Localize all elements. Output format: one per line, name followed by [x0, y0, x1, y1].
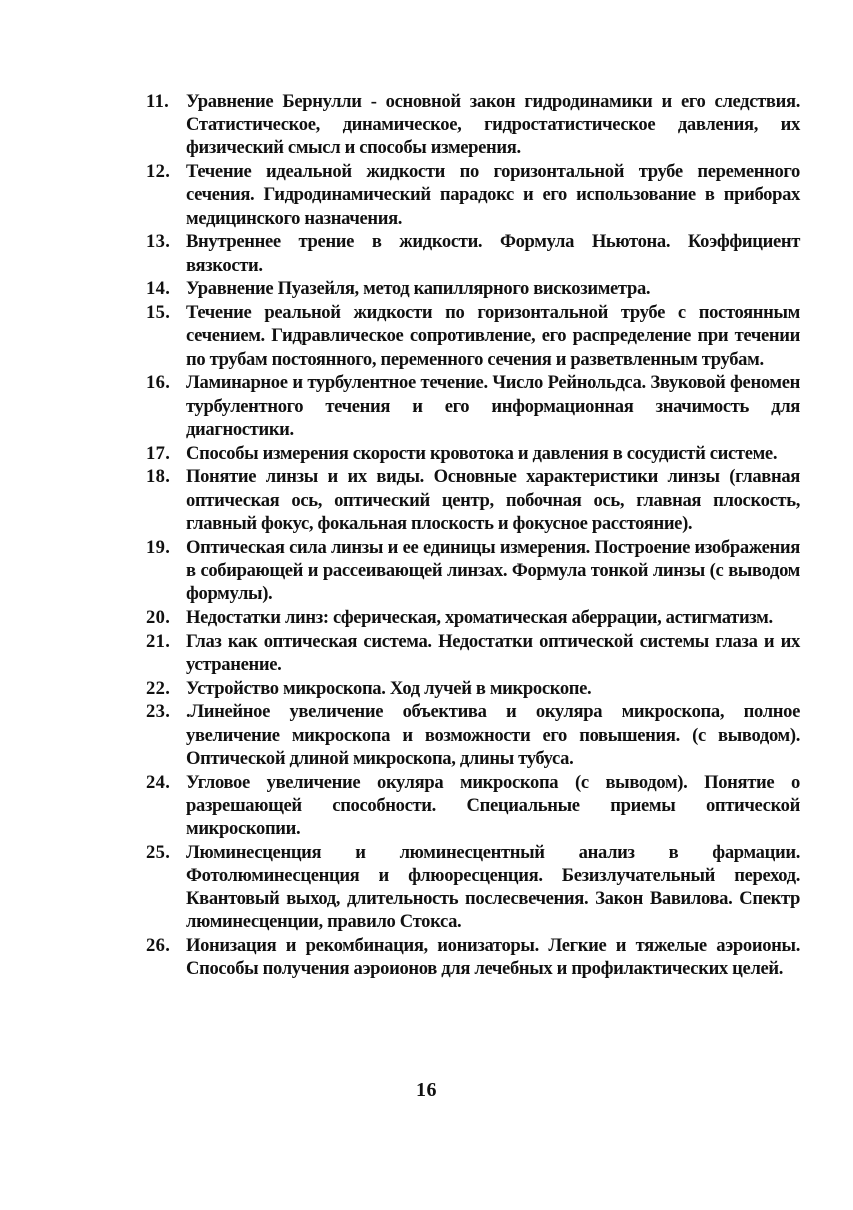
list-item [146, 371, 800, 441]
item-text: Уравнение Пуазейля, метод капиллярного вискозиметра. [186, 278, 651, 300]
item-text: .Линейное увеличение объектива и окуляра микроскопа, полное увеличение микроскопа и возможности его повышения. (с выводом). Оптической длиной микроскопа, длины тубуса. [186, 701, 800, 769]
list-item [146, 841, 800, 934]
list-item [146, 606, 800, 629]
list-item [146, 442, 800, 465]
item-number: 15. [146, 302, 171, 324]
page-number: 16 [416, 1079, 437, 1101]
item-number: 17. [146, 442, 171, 464]
item-number: 19. [146, 536, 171, 558]
item-number: 12. [146, 161, 171, 183]
list-item [146, 630, 800, 676]
question-list [146, 90, 800, 981]
item-text: Угловое увеличение окуляра микроскопа (с выводом). Понятие о разрешающей способности. Специальные приемы оптической микроскопии. [186, 771, 800, 840]
list-item [146, 465, 800, 535]
list-item [146, 934, 800, 980]
item-number: 14. [146, 278, 171, 300]
list-item [146, 700, 800, 770]
item-number: 25. [146, 841, 171, 863]
item-text: Течение реальной жидкости по горизонтальной трубе с постоянным сечением. Гидравлическое сопротивление, его распределение при течении по трубам постоянного, переменного сечения и разветвленным трубам. [186, 302, 800, 370]
item-number: 21. [146, 630, 171, 652]
list-item [146, 771, 800, 841]
item-number: 26. [146, 935, 171, 957]
item-text: Ионизация и рекомбинация, ионизаторы. Легкие и тяжелые аэроионы. Способы получения аэроионов для лечебных и профилактических целей. [186, 935, 800, 980]
item-number: 24. [146, 771, 171, 793]
list-item [146, 90, 800, 160]
item-text: Понятие линзы и их виды. Основные характеристики линзы (главная оптическая ось, оптический центр, побочная ось, главная плоскость, главный фокус, фокальная плоскость и фокусное расстояние). [186, 466, 800, 534]
item-text: Устройство микроскопа. Ход лучей в микроскопе. [186, 677, 592, 699]
list-item [146, 301, 800, 371]
item-number: 13. [146, 231, 171, 253]
list-item [146, 277, 800, 300]
list-item [146, 160, 800, 230]
item-text: Ламинарное и турбулентное течение. Число Рейнольдса. Звуковой феномен турбулентного течения и его информационная значимость для диагностики. [186, 372, 800, 440]
item-text: Оптическая сила линзы и ее единицы измерения. Построение изображения в собирающей и рассеивающей линзах. Формула тонкой линзы (с выводом формулы). [186, 536, 800, 605]
item-text: Течение идеальной жидкости по горизонтальной трубе переменного сечения. Гидродинамический парадокс и его использование в приборах медицинского назначения. [186, 161, 800, 229]
item-number: 23. [146, 701, 171, 723]
item-number: 22. [146, 677, 171, 699]
list-item [146, 536, 800, 606]
list-item [146, 677, 800, 700]
item-text: Недостатки линз: сферическая, хроматическая аберрации, астигматизм. [186, 606, 773, 628]
item-number: 18. [146, 466, 171, 488]
item-number: 16. [146, 372, 171, 394]
item-text: Уравнение Бернулли - основной закон гидродинамики и его следствия. Статистическое, динамическое, гидростатистическое давления, их физический смысл и способы измерения. [186, 91, 800, 159]
item-text: Способы измерения скорости кровотока и давления в сосудистй системе. [186, 442, 778, 464]
item-number: 11. [146, 91, 170, 112]
item-number: 20. [146, 606, 171, 628]
item-text: Глаз как оптическая система. Недостатки оптической системы глаза и их устранение. [186, 630, 800, 675]
item-text: Люминесценция и люминесцентный анализ в фармации. Фотолюминесценция и флюоресценция. Безизлучательный переход. Квантовый выход, длительность послесвечения. Закон Вавилова. Спектр люминесценции, правило Стокса. [186, 841, 800, 933]
list-item [146, 230, 800, 276]
item-text: Внутреннее трение в жидкости. Формула Ньютона. Коэффициент вязкости. [186, 231, 800, 276]
